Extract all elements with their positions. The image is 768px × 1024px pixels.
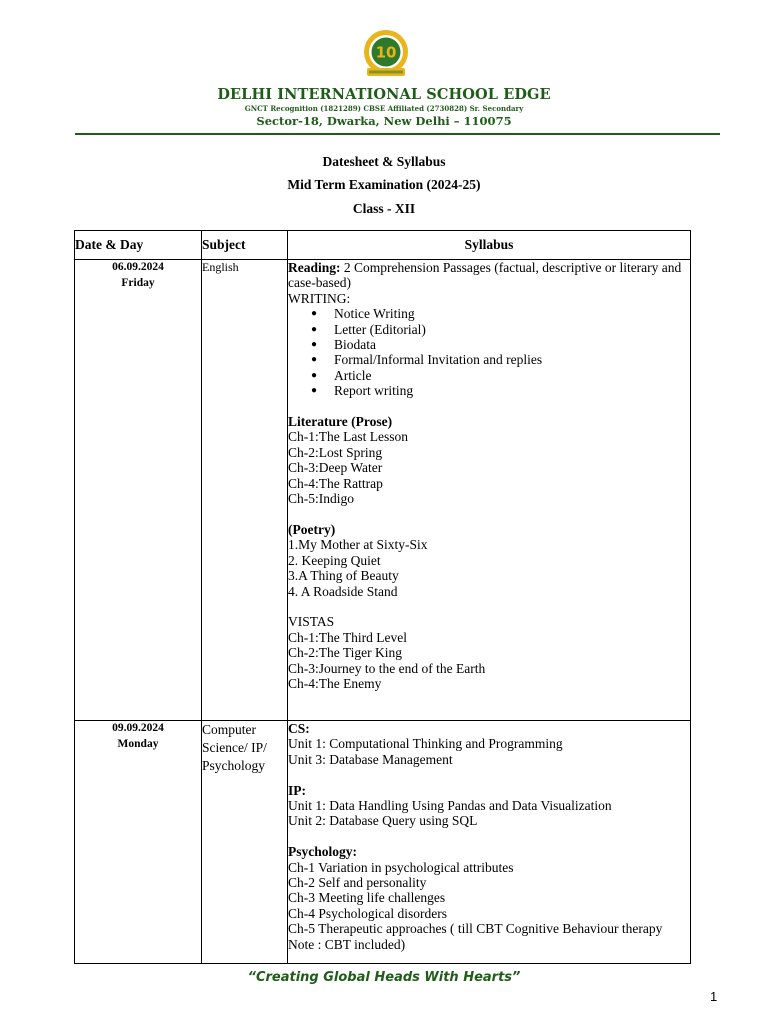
school-logo [357,28,415,82]
cs-label: CS: [288,721,310,736]
reading-section [288,260,690,291]
list-item: Ch-4 Psychological disorders [288,905,447,921]
list-item: Ch-1:The Last Lesson [288,429,408,445]
school-tagline: “Creating Global Heads With Hearts” [247,970,521,985]
prose-label: Literature (Prose) [288,414,393,430]
datesheet-table [74,230,691,964]
list-item: Ch-3 Meeting life challenges [288,890,446,906]
list-item: Ch-1:The Third Level [288,629,407,645]
subject-cell [202,721,288,964]
list-item: ● Formal/Informal Invitation and replies [334,352,690,367]
vistas-label: VISTAS [288,614,335,630]
school-recognition: GNCT Recognition (1821289) CBSE Affiliated (2730828) Sr. Secondary [244,104,524,113]
list-item: Unit 2: Database Query using SQL [288,813,478,829]
spacer [288,506,690,521]
syllabus-cell [288,721,691,964]
class-title: Class - XII [352,201,416,216]
list-item: 1.My Mother at Sixty-Six [288,537,428,553]
list-item: Ch-2:Lost Spring [288,444,383,460]
header-syllabus: Syllabus [288,231,691,260]
list-item: Unit 1: Computational Thinking and Programming [288,736,563,752]
exam-date: 06.09.2024 [112,261,164,273]
list-item: ● Notice Writing [334,306,690,321]
ip-label: IP: [288,782,306,798]
list-item: ● Biodata [334,337,690,352]
header-subject: Subject [202,231,288,260]
subject-cell [202,260,288,721]
exam-title: Mid Term Examination (2024-25) [287,177,481,192]
list-item: Ch-5 Therapeutic approaches ( till CBT Cognitive Behaviour therapy Note : CBT included) [288,921,663,952]
list-item: Unit 3: Database Management [288,751,453,767]
list-item: Ch-3:Deep Water [288,460,383,476]
subject-name: English [202,260,239,274]
table-row-cs-ip-psychology [75,721,691,964]
date-cell [75,721,202,964]
list-item: ● Article [334,368,690,383]
exam-day: Friday [121,276,155,289]
list-item: Ch-5:Indigo [288,491,354,507]
school-name: DELHI INTERNATIONAL SCHOOL EDGE [217,86,551,103]
list-item: Ch-4:The Rattrap [288,475,383,491]
list-item: Ch-2:The Tiger King [288,645,403,661]
subject-line: Psychology [202,758,266,773]
list-item: Unit 1: Data Handling Using Pandas and Data Visualization [288,798,612,814]
page-number: 1 [710,989,718,1004]
list-item: Ch-4:The Enemy [288,675,382,691]
header-date-day: Date & Day [75,231,202,260]
logo-number: 10 [375,43,397,62]
reading-text: 2 Comprehension Passages (factual, descriptive or literary and case-based) [288,260,682,291]
writing-list [288,306,690,398]
date-cell [75,260,202,721]
school-address: Sector-18, Dwarka, New Delhi – 110075 [256,114,512,128]
header-divider [75,133,720,135]
spacer [288,599,690,614]
exam-day: Monday [117,737,159,750]
spacer [288,399,690,414]
list-item: Ch-3:Journey to the end of the Earth [288,660,486,676]
syllabus-cell [288,260,691,721]
list-item: Ch-2 Self and personality [288,875,427,891]
spacer [288,829,690,844]
document-title: Datesheet & Syllabus [322,154,446,169]
list-item: 2. Keeping Quiet [288,552,381,568]
subject-line: Computer [202,722,256,737]
psychology-label: Psychology: [288,844,357,860]
list-item: 3.A Thing of Beauty [288,568,399,584]
writing-label: WRITING: [288,290,351,306]
table-header-row [75,231,691,260]
list-item: 4. A Roadside Stand [288,583,398,599]
list-item: ● Report writing [334,383,690,398]
exam-date: 09.09.2024 [112,722,164,734]
list-item: Ch-1 Variation in psychological attributes [288,859,514,875]
logo-banner-text [369,71,403,74]
table-row-english [75,260,691,721]
poetry-label: (Poetry) [288,521,336,537]
list-item: ● Letter (Editorial) [334,322,690,337]
reading-label: Reading: [288,260,341,275]
subject-line: Science/ IP/ [202,740,267,755]
spacer [288,767,690,782]
